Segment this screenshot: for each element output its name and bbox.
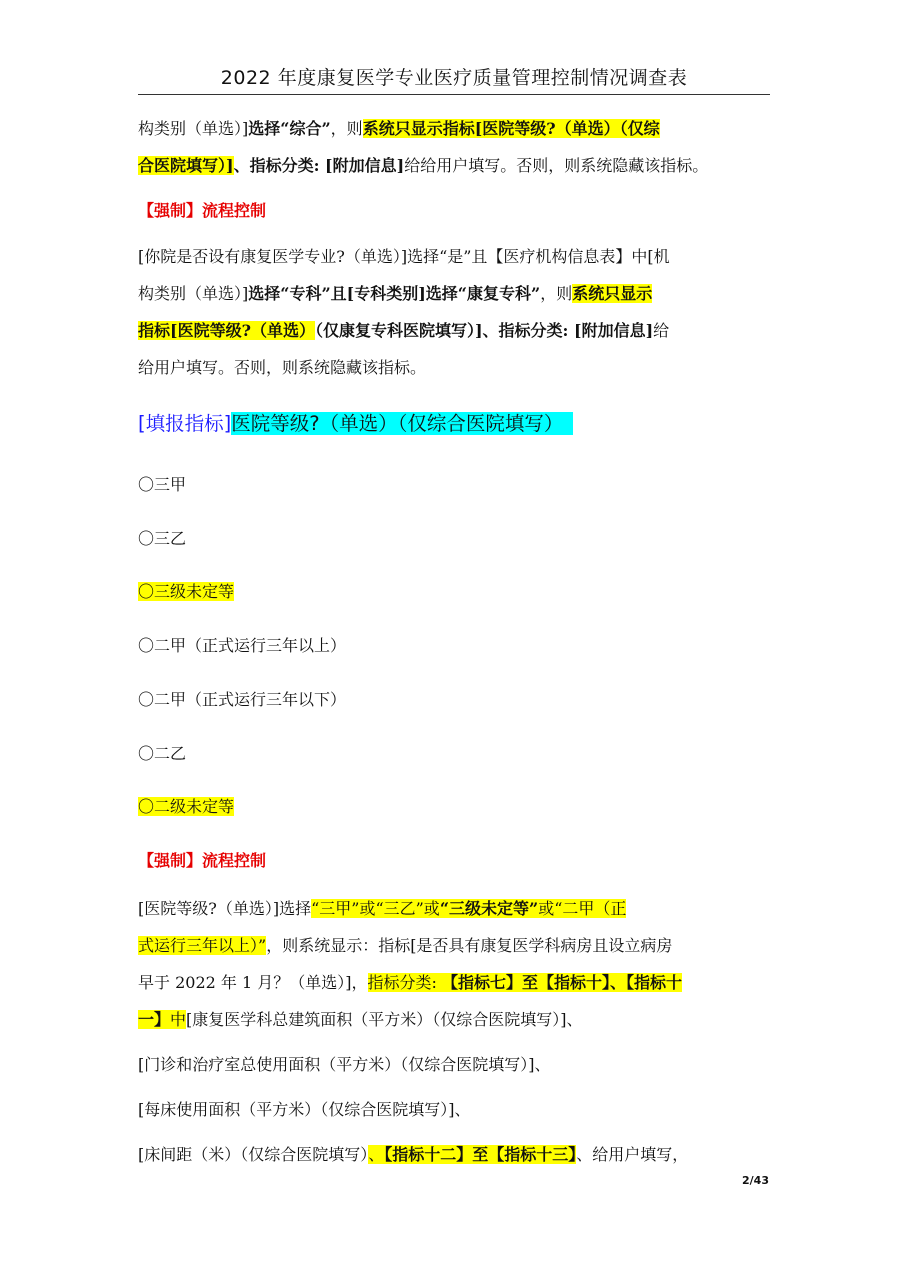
rule-text: [康复医学科总建筑面积（平方米）（仅综合医院填写）]、 [186, 1010, 583, 1029]
option-label: 〇三级未定等 [138, 582, 235, 601]
rule-line [138, 1001, 770, 1038]
rule-line [138, 147, 770, 184]
option-label: 〇二甲（正式运行三年以上） [138, 636, 347, 655]
rule-category-highlight: 【指标十二】至【指标十三】 [384, 1145, 577, 1164]
rule-text: 、给用户填写， [576, 1145, 689, 1164]
rule-line [138, 275, 770, 312]
rule-paragraph-2 [138, 238, 770, 386]
rule-line [138, 1136, 770, 1173]
rule-category-highlight: 一】 [138, 1010, 171, 1029]
page-header-title: 2022 年度康复医学专业医疗质量管理控制情况调查表 [138, 64, 770, 95]
rule-condition: 选择“综合” [248, 119, 331, 138]
rule-result-highlight: 合医院填写）] [138, 156, 234, 175]
rule-text: 给给用户填写。否则，则系统隐藏该指标。 [404, 156, 709, 175]
field-name: 医院等级?（单选）（仅综合医院填写） [231, 412, 573, 435]
rule-category: 、指标分类: [附加信息] [233, 156, 405, 175]
rule-condition: 选择“专科”且[专科类别]选择“康复专科” [248, 284, 541, 303]
rule-result-highlight: 指标[医院等级?（单选） [138, 321, 315, 340]
option-radio[interactable] [138, 794, 234, 820]
page-number: 2/43 [742, 1174, 769, 1187]
rule-text: 给用户填写。否则，则系统隐藏该指标。 [138, 358, 427, 377]
rule-text: 给 [653, 321, 670, 340]
rule-condition-highlight: “三级未定等” [439, 899, 539, 918]
rule-line [138, 349, 770, 386]
rule-text: [每床使用面积（平方米）（仅综合医院填写）]、 [138, 1100, 471, 1119]
rule-line [138, 964, 770, 1001]
rule-text: 构类别（单选）] [138, 284, 249, 303]
rule-condition-highlight: 式运行三年以上）” [138, 936, 267, 955]
option-radio[interactable] [138, 526, 186, 552]
field-tag: [填报指标] [138, 412, 232, 435]
rule-text: [医院等级?（单选）]选择 [138, 899, 312, 918]
rule-condition-highlight: 或“二甲（正 [538, 899, 627, 918]
mandatory-flow-label: 【强制】流程控制 [138, 851, 267, 870]
rule-category-highlight: 中 [170, 1010, 187, 1029]
rule-condition-highlight: “三甲”或“三乙”或 [311, 899, 440, 918]
option-radio[interactable] [138, 687, 346, 713]
rule-line [138, 312, 770, 349]
rule-paragraph-1 [138, 110, 770, 184]
rule-line [138, 927, 770, 964]
option-label: 〇三乙 [138, 529, 187, 548]
option-radio[interactable] [138, 472, 186, 498]
rule-paragraph-3 [138, 890, 770, 1173]
rule-text: 早于 2022 年 1 月？（单选）]， [138, 973, 368, 992]
option-radio[interactable] [138, 579, 234, 605]
rule-text-highlight: 、 [368, 1145, 385, 1164]
rule-category: （仅康复专科医院填写）]、指标分类: [附加信息] [314, 321, 654, 340]
option-label: 〇二级未定等 [138, 797, 235, 816]
field-title [138, 408, 573, 440]
option-label: 〇二乙 [138, 744, 187, 763]
option-radio[interactable] [138, 633, 346, 659]
rule-text: ，则 [330, 119, 363, 138]
rule-line [138, 1046, 770, 1083]
option-label: 〇三甲 [138, 475, 187, 494]
option-label: 〇二甲（正式运行三年以下） [138, 690, 347, 709]
rule-result-highlight: 系统只显示指标[医院等级?（单选）（仅综 [362, 119, 660, 138]
option-radio[interactable] [138, 741, 186, 767]
rule-line [138, 1091, 770, 1128]
rule-text: [门诊和治疗室总使用面积（平方米）（仅综合医院填写）]、 [138, 1055, 551, 1074]
rule-category-highlight: 指标分类: [367, 973, 442, 992]
rule-text: ，则系统显示：指标[是否具有康复医学科病房且设立病房 [266, 936, 673, 955]
mandatory-flow-label: 【强制】流程控制 [138, 201, 267, 220]
rule-text: [你院是否设有康复医学专业?（单选）]选择“是”且【医疗机构信息表】中[机 [138, 247, 670, 266]
rule-line [138, 110, 770, 147]
rule-line [138, 890, 770, 927]
rule-category-highlight: 【指标七】至【指标十】、【指标十 [441, 973, 682, 992]
rule-line [138, 238, 770, 275]
rule-text: 构类别（单选）] [138, 119, 249, 138]
rule-text: ，则 [540, 284, 573, 303]
rule-text: [床间距（米）（仅综合医院填写） [138, 1145, 369, 1164]
rule-result-highlight: 系统只显示 [572, 284, 653, 303]
